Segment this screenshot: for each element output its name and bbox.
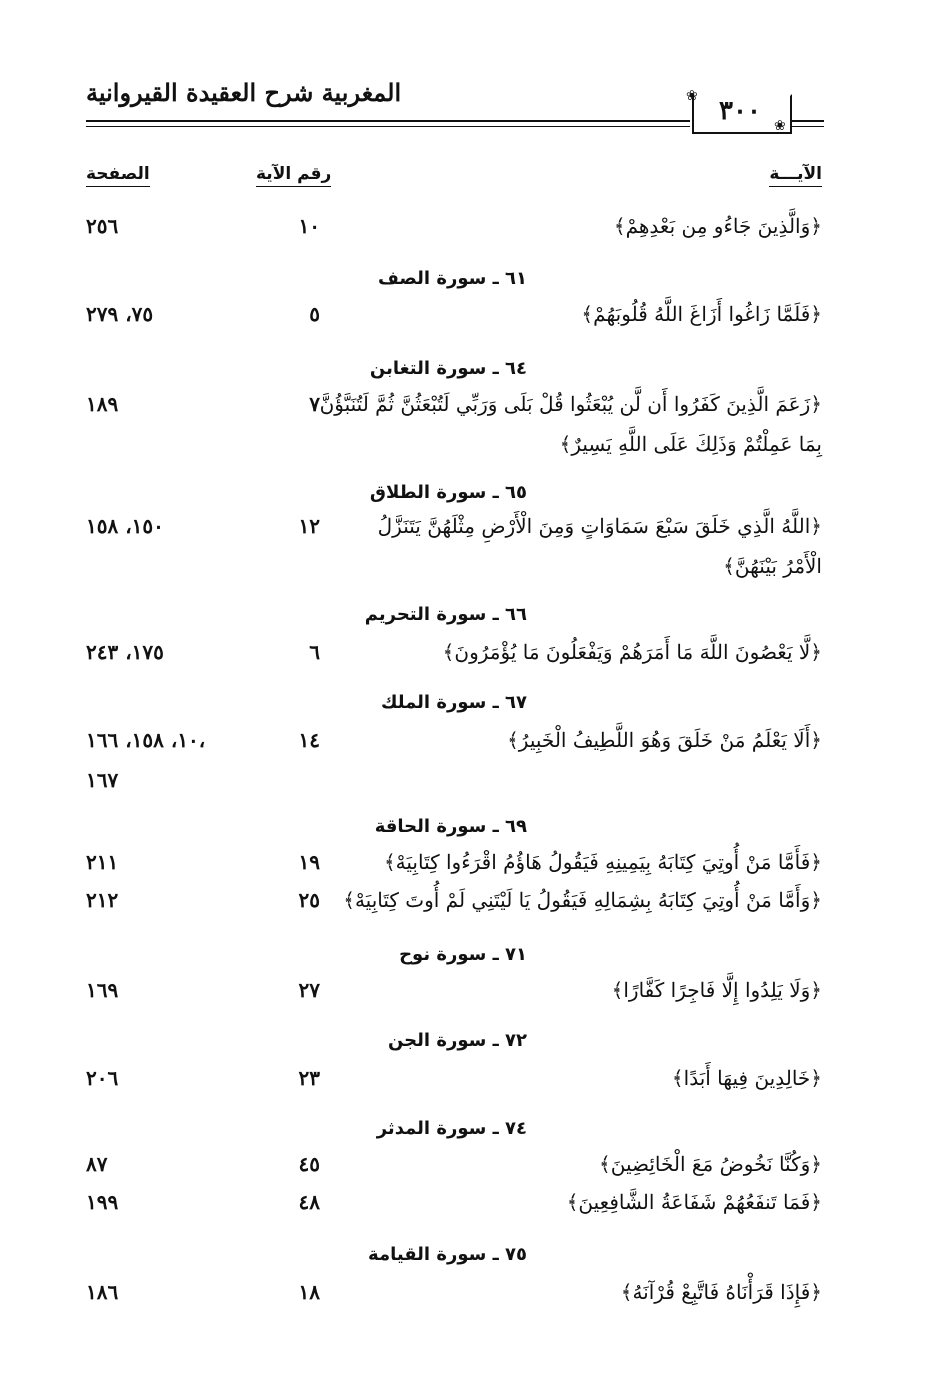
page-references: ١٥٠، ١٥٨: [86, 514, 164, 538]
verse-text: ﴿وَكُنَّا نَخُوضُ مَعَ الْخَائِضِينَ﴾: [599, 1152, 822, 1176]
surah-heading: ٦١ ـ سورة الصف: [377, 268, 527, 289]
surah-heading: ٧٥ ـ سورة القيامة: [368, 1244, 527, 1265]
page-references: ١٩٩: [86, 1190, 119, 1214]
column-header-verse-number: رقم الآية: [256, 164, 331, 187]
surah-heading: ٧٤ ـ سورة المدثر: [376, 1118, 527, 1139]
verse-number: ٥: [309, 302, 320, 326]
verse-text: ﴿زَعَمَ الَّذِينَ كَفَرُوا أَن لَّن يُبْعَثُوا قُلْ بَلَى وَرَبِّي لَتُبْعَثُنَّ ثُمَّ لَتُنَبَّؤُنَّ: [319, 392, 822, 416]
page-references: ٢١١: [86, 850, 119, 874]
page-references: ١٠، ١٥٨، ١٦٦،: [86, 728, 206, 752]
verse-number: ٦: [309, 640, 320, 664]
verse-text: ﴿اللَّهُ الَّذِي خَلَقَ سَبْعَ سَمَاوَاتٍ وَمِنَ الْأَرْضِ مِثْلَهُنَّ يَتَنَزَّلُ: [377, 514, 822, 538]
verse-text: ﴿فَإِذَا قَرَأْنَاهُ فَاتَّبِعْ قُرْآنَهُ﴾: [620, 1280, 822, 1304]
ornament-icon: ❀: [686, 88, 698, 104]
verse-number: ١٢: [298, 514, 320, 538]
page-references: ٨٧: [86, 1152, 108, 1176]
header-rule-right-thin: [790, 126, 824, 127]
page-references: ١٦٩: [86, 978, 119, 1002]
page-references: ٢١٢: [86, 888, 119, 912]
surah-heading: ٧٢ ـ سورة الجن: [387, 1030, 527, 1051]
surah-heading: ٦٥ ـ سورة الطلاق: [369, 482, 527, 503]
ornament-icon: ❀: [774, 118, 786, 134]
surah-heading: ٦٩ ـ سورة الحاقة: [374, 816, 527, 837]
verse-text-continued: بِمَا عَمِلْتُمْ وَذَلِكَ عَلَى اللَّهِ يَسِيرٌ﴾: [559, 432, 822, 456]
page-references-continued: ١٦٧: [86, 768, 119, 792]
verse-text: ﴿وَأَمَّا مَنْ أُوتِيَ كِتَابَهُ بِشِمَالِهِ فَيَقُولُ يَا لَيْتَنِي لَمْ أُوتَ كِتَابِيَهْ﴾: [343, 888, 822, 912]
verse-number: ٧: [309, 392, 320, 416]
book-title: المغربية شرح العقيدة القيروانية: [86, 78, 402, 107]
verse-text: ﴿أَلَا يَعْلَمُ مَنْ خَلَقَ وَهُوَ اللَّطِيفُ الْخَبِيرُ﴾: [507, 728, 822, 752]
page-references: ١٨٦: [86, 1280, 119, 1304]
header-rule-left: [86, 120, 690, 122]
column-header-verse: الآيـــة: [769, 164, 822, 187]
verse-text-continued: الْأَمْرُ بَيْنَهُنَّ﴾: [723, 554, 822, 578]
verse-number: ٢٥: [298, 888, 320, 912]
page-references: ١٨٩: [86, 392, 119, 416]
surah-heading: ٦٤ ـ سورة التغابن: [369, 358, 527, 379]
verse-number: ٤٥: [298, 1152, 320, 1176]
header-rule-left-thin: [86, 126, 690, 127]
surah-heading: ٧١ ـ سورة نوح: [399, 944, 527, 965]
page-references: ٢٠٦: [86, 1066, 119, 1090]
column-header-page: الصفحة: [86, 164, 150, 187]
verse-text: ﴿خَالِدِينَ فِيهَا أَبَدًا﴾: [671, 1066, 822, 1090]
surah-heading: ٦٦ ـ سورة التحريم: [364, 604, 527, 625]
verse-number: ١٨: [298, 1280, 320, 1304]
verse-text: ﴿وَالَّذِينَ جَاءُو مِن بَعْدِهِمْ﴾: [613, 214, 822, 238]
page-references: ١٧٥، ٢٤٣: [86, 640, 164, 664]
verse-text: ﴿فَأَمَّا مَنْ أُوتِيَ كِتَابَهُ بِيَمِينِهِ فَيَقُولُ هَاؤُمُ اقْرَءُوا كِتَابِيَهْ﴾: [383, 850, 822, 874]
header-rule-right: [790, 120, 824, 122]
verse-text: ﴿فَلَمَّا زَاغُوا أَزَاغَ اللَّهُ قُلُوبَهُمْ﴾: [581, 302, 822, 326]
page-references: ٧٥، ٢٧٩: [86, 302, 154, 326]
verse-number: ٤٨: [298, 1190, 320, 1214]
verse-text: ﴿فَمَا تَنفَعُهُمْ شَفَاعَةُ الشَّافِعِينَ﴾: [566, 1190, 822, 1214]
verse-number: ١٩: [298, 850, 320, 874]
surah-heading: ٦٧ ـ سورة الملك: [380, 692, 527, 713]
verse-text: ﴿لَّا يَعْصُونَ اللَّهَ مَا أَمَرَهُمْ وَيَفْعَلُونَ مَا يُؤْمَرُونَ﴾: [442, 640, 822, 664]
verse-number: ١٤: [298, 728, 320, 752]
verse-number: ٢٣: [298, 1066, 320, 1090]
verse-number: ٢٧: [298, 978, 320, 1002]
verse-number: ١٠: [298, 214, 320, 238]
verse-text: ﴿وَلَا يَلِدُوا إِلَّا فَاجِرًا كَفَّارًا﴾: [611, 978, 822, 1002]
page-number: ٣٠٠: [719, 96, 761, 126]
page-references: ٢٥٦: [86, 214, 119, 238]
